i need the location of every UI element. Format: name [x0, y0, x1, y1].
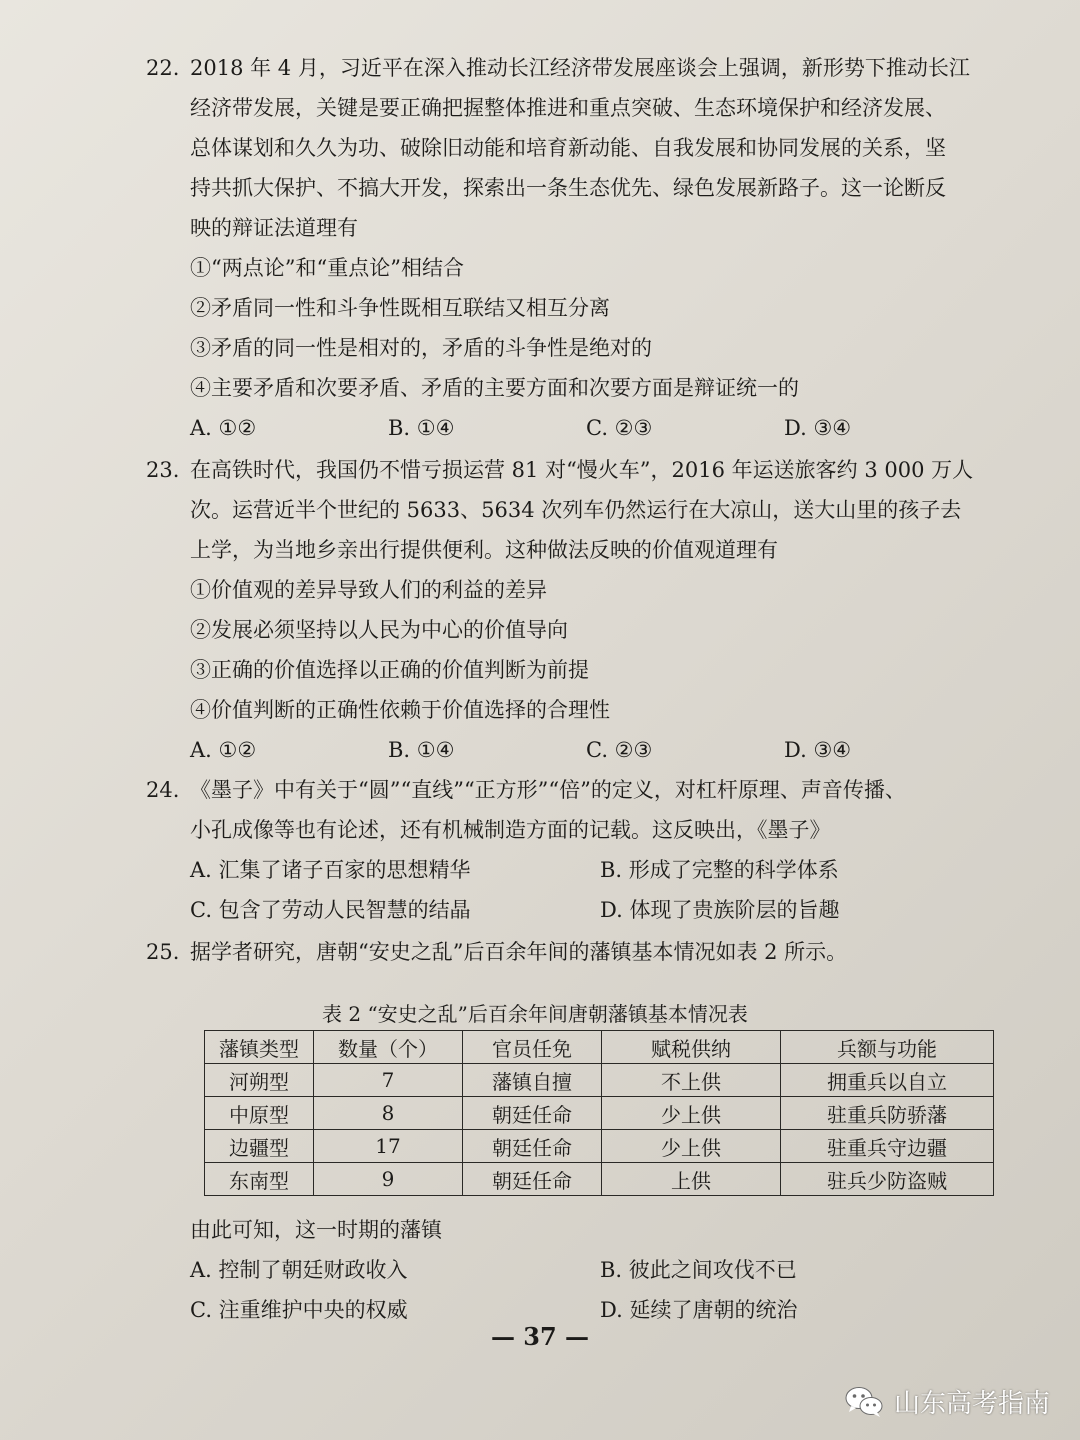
- table-cell: 驻兵少防盗贼: [781, 1163, 994, 1196]
- question-number: 22.: [146, 56, 180, 80]
- statement-item: ①“两点论”和“重点论”相结合: [190, 256, 464, 280]
- table-cell: 河朔型: [205, 1064, 314, 1097]
- question-22: [146, 48, 982, 448]
- option-b: B. 形成了完整的科学体系: [600, 858, 839, 882]
- answer-options: [146, 1250, 1000, 1330]
- table-cell: 藩镇自擅: [463, 1064, 602, 1097]
- question-25: [146, 932, 847, 972]
- table-cell: 驻重兵守边疆: [781, 1130, 994, 1163]
- answer-options: [146, 730, 982, 770]
- stem-line: 上学，为当地乡亲出行提供便利。这种做法反映的价值观道理有: [190, 538, 778, 562]
- statement-item: ③矛盾的同一性是相对的，矛盾的斗争性是绝对的: [190, 336, 652, 360]
- stem-line: 小孔成像等也有论述，还有机械制造方面的记载。这反映出，《墨子》: [190, 818, 831, 842]
- table-cell: 8: [314, 1097, 463, 1130]
- answer-options: [146, 850, 1000, 930]
- question-25-stem-end: [146, 1210, 1000, 1330]
- table-header-cell: 藩镇类型: [205, 1031, 314, 1064]
- option-b: B. ①④: [388, 738, 455, 762]
- option-d: D. 延续了唐朝的统治: [600, 1298, 798, 1322]
- option-a: A. ①②: [190, 416, 257, 440]
- table-cell: 9: [314, 1163, 463, 1196]
- table-header-cell: 赋税供纳: [602, 1031, 781, 1064]
- statement-item: ①价值观的差异导致人们的利益的差异: [190, 578, 547, 602]
- statement-item: ②矛盾同一性和斗争性既相互联结又相互分离: [190, 296, 610, 320]
- table-cell: 少上供: [602, 1130, 781, 1163]
- option-c: C. ②③: [586, 416, 653, 440]
- question-24: [146, 770, 1000, 930]
- table-cell: 朝廷任命: [463, 1163, 602, 1196]
- table-cell: 驻重兵防骄藩: [781, 1097, 994, 1130]
- question-number: 25.: [146, 940, 180, 964]
- page-number: — 37 —: [490, 1322, 590, 1351]
- option-c: C. 注重维护中央的权威: [190, 1298, 408, 1322]
- table-cell: 边疆型: [205, 1130, 314, 1163]
- stem-line: 持共抓大保护、不搞大开发，探索出一条生态优先、绿色发展新路子。这一论断反: [190, 176, 946, 200]
- table-cell: 17: [314, 1130, 463, 1163]
- question-number: 24.: [146, 778, 180, 802]
- option-a: A. 汇集了诸子百家的思想精华: [190, 858, 471, 882]
- stem-line: 据学者研究，唐朝“安史之乱”后百余年间的藩镇基本情况如表 2 所示。: [190, 940, 848, 964]
- stem-line: 经济带发展，关键是要正确把握整体推进和重点突破、生态环境保护和经济发展、: [190, 96, 946, 120]
- question-number: 23.: [146, 458, 180, 482]
- stem-line: 《墨子》中有关于“圆”“直线”“正方形”“倍”的定义，对杠杆原理、声音传播、: [190, 778, 906, 802]
- table-header-cell: 兵额与功能: [781, 1031, 994, 1064]
- table-row: [205, 1163, 994, 1196]
- table-cell: 不上供: [602, 1064, 781, 1097]
- option-b: B. 彼此之间攻伐不已: [600, 1258, 797, 1282]
- answer-options: [146, 408, 982, 448]
- stem-line: 2018 年 4 月，习近平在深入推动长江经济带发展座谈会上强调，新形势下推动长江: [190, 56, 970, 80]
- table-header-cell: 数量（个）: [314, 1031, 463, 1064]
- stem-line: 总体谋划和久久为功、破除旧动能和培育新动能、自我发展和协同发展的关系，坚: [190, 136, 946, 160]
- table-caption: 表 2 “安史之乱”后百余年间唐朝藩镇基本情况表: [322, 1002, 748, 1026]
- option-d: D. ③④: [784, 416, 852, 440]
- stem-line: 由此可知，这一时期的藩镇: [190, 1218, 442, 1242]
- statement-item: ④主要矛盾和次要矛盾、矛盾的主要方面和次要方面是辩证统一的: [190, 376, 799, 400]
- option-d: D. 体现了贵族阶层的旨趣: [600, 898, 840, 922]
- statement-item: ④价值判断的正确性依赖于价值选择的合理性: [190, 698, 610, 722]
- table-cell: 少上供: [602, 1097, 781, 1130]
- watermark: [844, 1383, 1050, 1420]
- data-table: [204, 1030, 994, 1196]
- table-header-row: [205, 1031, 994, 1064]
- watermark-text: 山东高考指南: [893, 1389, 1050, 1419]
- table-cell: 朝廷任命: [463, 1130, 602, 1163]
- question-23: [146, 450, 982, 770]
- table-cell: 东南型: [205, 1163, 314, 1196]
- option-a: A. ①②: [190, 738, 257, 762]
- table-cell: 朝廷任命: [463, 1097, 602, 1130]
- table-row: [205, 1064, 994, 1097]
- stem-line: 在高铁时代，我国仍不惜亏损运营 81 对“慢火车”，2016 年运送旅客约 3 000 万人: [190, 458, 974, 482]
- option-c: C. ②③: [586, 738, 653, 762]
- option-d: D. ③④: [784, 738, 852, 762]
- table-row: [205, 1097, 994, 1130]
- table-header-cell: 官员任免: [463, 1031, 602, 1064]
- stem-line: 次。运营近半个世纪的 5633、5634 次列车仍然运行在大凉山，送大山里的孩子去: [190, 498, 962, 522]
- statement-item: ②发展必须坚持以人民为中心的价值导向: [190, 618, 568, 642]
- option-b: B. ①④: [388, 416, 455, 440]
- statement-item: ③正确的价值选择以正确的价值判断为前提: [190, 658, 589, 682]
- table-cell: 拥重兵以自立: [781, 1064, 994, 1097]
- option-a: A. 控制了朝廷财政收入: [190, 1258, 408, 1282]
- table-cell: 7: [314, 1064, 463, 1097]
- table-row: [205, 1130, 994, 1163]
- table-cell: 中原型: [205, 1097, 314, 1130]
- table-cell: 上供: [602, 1163, 781, 1196]
- wechat-icon: [844, 1385, 884, 1419]
- option-c: C. 包含了劳动人民智慧的结晶: [190, 898, 471, 922]
- stem-line: 映的辩证法道理有: [190, 216, 358, 240]
